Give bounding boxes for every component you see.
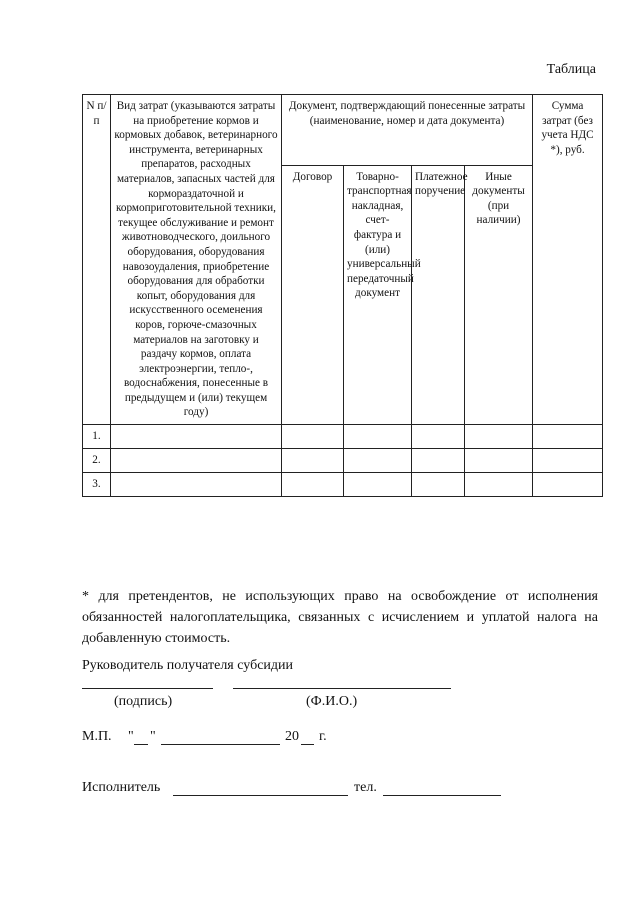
table-cell[interactable]: [344, 425, 412, 449]
table-cell[interactable]: [412, 473, 465, 497]
table-cell[interactable]: [533, 425, 603, 449]
fio-line[interactable]: [233, 688, 451, 689]
vat-footnote: * для претендентов, не использующих право на освобождение от исполнения обязанностей налогоплательщика, связанных с исчислением и уплатой налога на добавленную стоимость.: [82, 589, 598, 646]
day-line[interactable]: [134, 744, 148, 745]
subheader-other: Иные документы (при наличии): [465, 165, 533, 424]
table-caption: Таблица: [546, 62, 596, 77]
table-cell[interactable]: [282, 449, 344, 473]
header-document: Документ, подтверждающий понесенные затраты (наименование, номер и дата документа): [282, 95, 533, 166]
table-cell[interactable]: [111, 425, 282, 449]
table-row: [83, 449, 603, 473]
table-cell[interactable]: [412, 425, 465, 449]
table-cell[interactable]: [533, 473, 603, 497]
signature-label: (подпись): [114, 694, 173, 709]
table-cell[interactable]: [465, 425, 533, 449]
year-suffix: г.: [319, 729, 327, 744]
row-number: 1.: [83, 425, 111, 449]
row-number: 2.: [83, 449, 111, 473]
row-number: 3.: [83, 473, 111, 497]
date-quote-open: ": [128, 729, 134, 744]
executor-label: Исполнитель: [82, 780, 161, 795]
table-row: [83, 473, 603, 497]
table-cell[interactable]: [282, 473, 344, 497]
subheader-invoice: Товарно-транспортная накладная, счет-фактура и (или) универсальный передаточный документ: [344, 165, 412, 424]
signature-line[interactable]: [82, 688, 213, 689]
year-prefix: 20: [285, 729, 299, 744]
table-cell[interactable]: [344, 449, 412, 473]
phone-label: тел.: [354, 780, 377, 795]
expense-table: [82, 94, 603, 497]
table-cell[interactable]: [465, 473, 533, 497]
table-cell[interactable]: [344, 473, 412, 497]
head-label: Руководитель получателя субсидии: [82, 658, 294, 673]
table-cell[interactable]: [282, 425, 344, 449]
subheader-payment: Платежное поручение: [412, 165, 465, 424]
date-quote-close: ": [150, 729, 156, 744]
table-cell[interactable]: [412, 449, 465, 473]
phone-line[interactable]: [383, 795, 501, 796]
table-header-row: [83, 95, 603, 166]
subheader-contract: Договор: [282, 165, 344, 424]
header-number: N п/п: [83, 95, 111, 425]
table-row: [83, 425, 603, 449]
header-expense-type: Вид затрат (указываются затраты на приобретение кормов и кормовых добавок, ветеринарного инструмента, ветеринарных препаратов, расходных материалов, запасных частей для кормораздаточной и кормоприготовительной техники, текущее обслуживание и ремонт животноводческого, доильного оборудования, оборудования навозоудаления, приобретение оборудования для обработки копыт, оборудования для искусственного осеменения коров, горюче-смазочных материалов на заготовку и раздачу кормов, оплата электроэнергии, тепло-, водоснабжения, понесенные в предыдущем и (или) текущем году): [111, 95, 282, 425]
executor-line[interactable]: [173, 795, 348, 796]
stamp-label: М.П.: [82, 729, 112, 744]
table-cell[interactable]: [111, 449, 282, 473]
table-cell[interactable]: [533, 449, 603, 473]
year-line[interactable]: [301, 744, 314, 745]
header-sum: Сумма затрат (без учета НДС *), руб.: [533, 95, 603, 425]
table-cell[interactable]: [111, 473, 282, 497]
fio-label: (Ф.И.О.): [306, 694, 358, 709]
month-line[interactable]: [161, 744, 280, 745]
table-cell[interactable]: [465, 449, 533, 473]
